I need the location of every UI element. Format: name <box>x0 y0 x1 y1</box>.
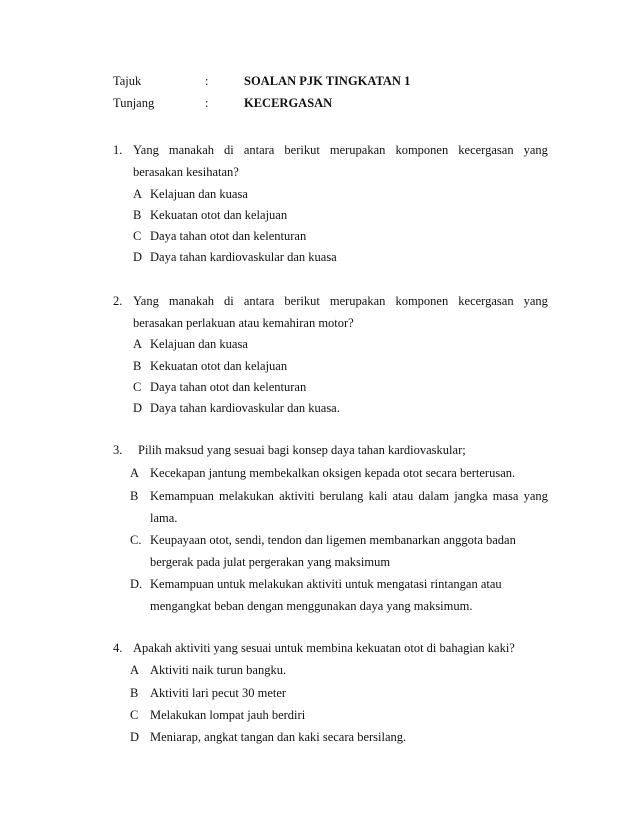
q1-option-b-letter: B <box>133 208 142 222</box>
q3-option-b-letter: B <box>130 489 139 503</box>
q3-option-c-letter: C. <box>130 533 142 547</box>
question-4-number: 4. <box>113 641 123 655</box>
tunjang-value: KECERGASAN <box>244 96 333 110</box>
tajuk-label: Tajuk <box>113 74 142 88</box>
q3-option-a-text: Kecekapan jantung membekalkan oksigen kepada otot secara berterusan. <box>150 466 516 480</box>
q1-option-a-letter: A <box>133 187 143 201</box>
q2-option-d-letter: D <box>133 401 143 415</box>
question-3-line-1: Pilih maksud yang sesuai bagi konsep daya tahan kardiovaskular; <box>138 443 466 457</box>
q3-option-c-text: Keupayaan otot, sendi, tendon dan ligemen membanarkan anggota badan <box>150 533 516 547</box>
question-1-line-1: Yang manakah di antara berikut merupakan komponen kecergasan yang <box>133 143 548 157</box>
q1-option-d-text: Daya tahan kardiovaskular dan kuasa <box>150 250 337 264</box>
q4-option-a-letter: A <box>130 663 140 677</box>
tajuk-value: SOALAN PJK TINGKATAN 1 <box>244 74 411 88</box>
q1-option-a-text: Kelajuan dan kuasa <box>150 187 248 201</box>
q3-option-b-continuation: lama. <box>150 511 178 525</box>
q4-option-d-letter: D <box>130 730 140 744</box>
q2-option-c-letter: C <box>133 380 142 394</box>
q1-option-c-letter: C <box>133 229 142 243</box>
tunjang-label: Tunjang <box>113 96 155 110</box>
question-2-number: 2. <box>113 294 123 308</box>
q4-option-b-letter: B <box>130 686 139 700</box>
q4-option-c-text: Melakukan lompat jauh berdiri <box>150 708 306 722</box>
q2-option-c-text: Daya tahan otot dan kelenturan <box>150 380 307 394</box>
tunjang-separator: : <box>205 96 209 110</box>
q3-option-d-continuation: mengangkat beban dengan menggunakan daya yang maksimum. <box>150 599 473 613</box>
q3-option-b-text: Kemampuan melakukan aktiviti berulang kali atau dalam jangka masa yang <box>150 489 548 503</box>
question-4-line-1: Apakah aktiviti yang sesuai untuk membina kekuatan otot di bahagian kaki? <box>133 641 515 655</box>
q2-option-a-letter: A <box>133 337 143 351</box>
q3-option-a-letter: A <box>130 466 140 480</box>
question-1-line-2: berasakan kesihatan? <box>133 165 239 179</box>
q3-option-d-text: Kemampuan untuk melakukan aktiviti untuk mengatasi rintangan atau <box>150 577 502 591</box>
q4-option-c-letter: C <box>130 708 139 722</box>
q3-option-c-continuation: bergerak pada julat pergerakan yang maksimum <box>150 555 391 569</box>
q1-option-b-text: Kekuatan otot dan kelajuan <box>150 208 288 222</box>
question-1-number: 1. <box>113 143 123 157</box>
q1-option-c-text: Daya tahan otot dan kelenturan <box>150 229 307 243</box>
question-2-line-1: Yang manakah di antara berikut merupakan komponen kecergasan yang <box>133 294 548 308</box>
q2-option-d-text: Daya tahan kardiovaskular dan kuasa. <box>150 401 340 415</box>
q2-option-b-text: Kekuatan otot dan kelajuan <box>150 359 288 373</box>
question-2-line-2: berasakan perlakuan atau kemahiran motor? <box>133 316 354 330</box>
q2-option-a-text: Kelajuan dan kuasa <box>150 337 248 351</box>
q4-option-a-text: Aktiviti naik turun bangku. <box>150 663 287 677</box>
q3-option-d-letter: D. <box>130 577 143 591</box>
question-3-number: 3. <box>113 443 123 457</box>
tajuk-separator: : <box>205 74 209 88</box>
q1-option-d-letter: D <box>133 250 143 264</box>
q4-option-b-text: Aktiviti lari pecut 30 meter <box>150 686 287 700</box>
q2-option-b-letter: B <box>133 359 142 373</box>
q4-option-d-text: Meniarap, angkat tangan dan kaki secara bersilang. <box>150 730 407 744</box>
